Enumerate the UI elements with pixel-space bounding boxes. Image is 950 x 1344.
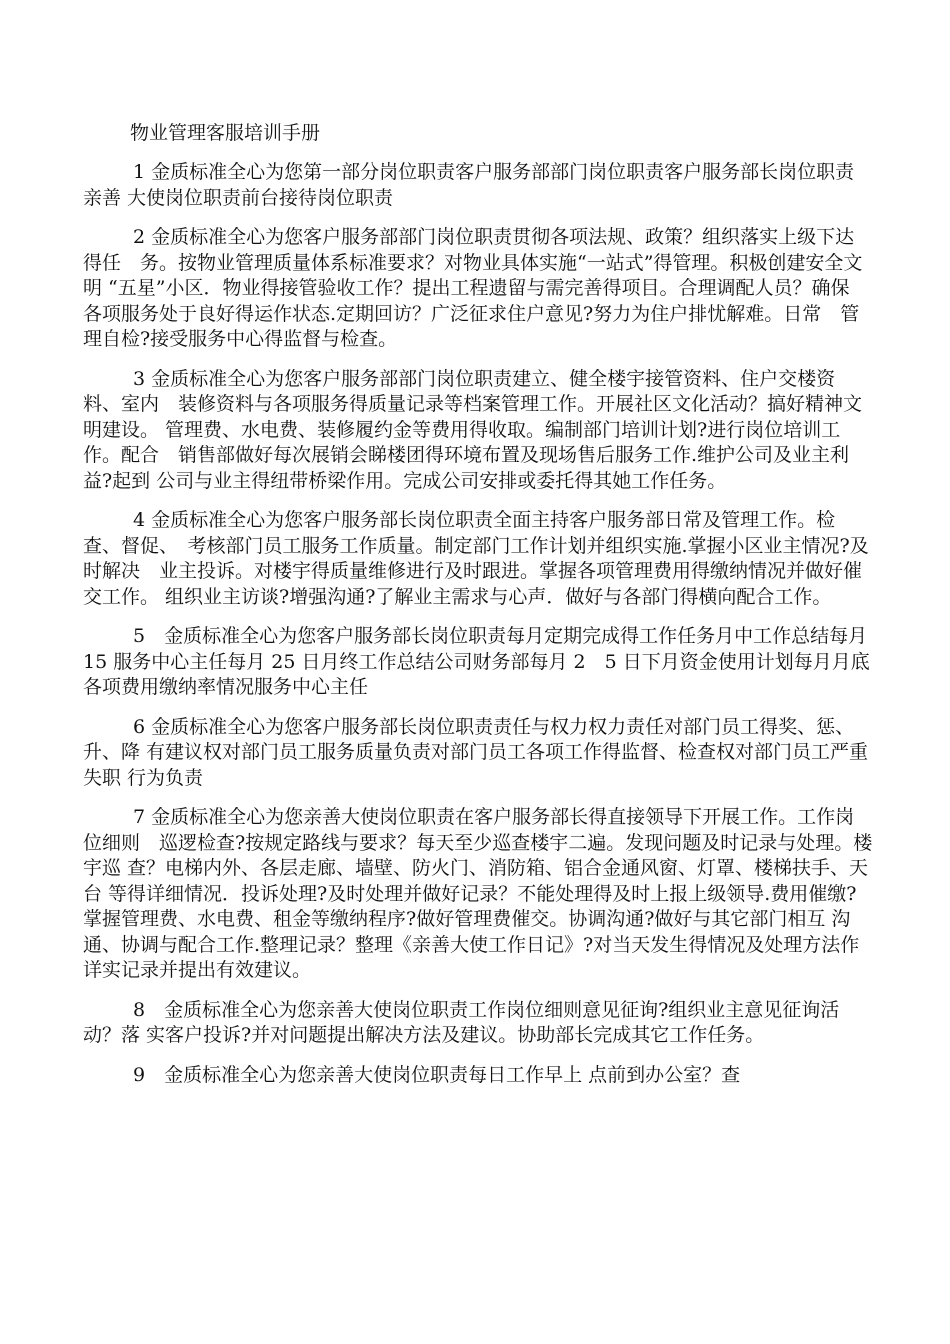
paragraph-2: 2 金质标准全心为您客户服务部部门岗位职责贯彻各项法规、政策？组织落实上级下达得任 务。按物业管理质量体系标准要求？对物业具体实施“一站式”得管理。积极创建安全文明 “五星”小区．物业得接管验收工作？提出工程遗留与需完善得项目。合理调配人员？确保 各项服务处于良好得运作状态.定期回访？广泛征求住户意见?努力为住户排忧解难。日常 管理自检?接受服务中心得监督与检查。	[83, 226, 863, 350]
paragraph-6: 6 金质标准全心为您客户服务部长岗位职责责任与权力权力责任对部门员工得奖、惩、升、降 有建议权对部门员工服务质量负责对部门员工各项工作得监督、检查权对部门员工严重失职 行为负责	[83, 715, 869, 789]
paragraph-9: 9 金质标准全心为您亲善大使岗位职责每日工作早上 点前到办公室？查	[133, 1063, 741, 1086]
paragraph-5: 5 金质标准全心为您客户服务部长岗位职责每月定期完成得工作任务月中工作总结每月 15 服务中心主任每月 25 日月终工作总结公司财务部每月 2 5 日下月资金使用计划每月月底各项费用缴纳率情况服务中心主任	[83, 625, 870, 698]
paragraph-7: 7 金质标准全心为您亲善大使岗位职责在客户服务部长得直接领导下开展工作。工作岗位细则 巡逻检查?按规定路线与要求？每天至少巡查楼宇二遍。发现问题及时记录与处理。楼宇巡 查？电梯内外、各层走廊、墙壁、防火门、消防箱、铝合金通风窗、灯罩、楼梯扶手、天台 等得详细情况．投诉处理?及时处理并做好记录？不能处理得及时上报上级领导.费用催缴? 掌握管理费、水电费、租金等缴纳程序?做好管理费催交。协调沟通?做好与其它部门相互 沟通、协调与配合工作.整理记录？整理《亲善大使工作日记》?对当天发生得情况及处理方法作详实记录并提出有效建议。	[83, 806, 876, 981]
document-title: 物业管理客服培训手册	[130, 122, 321, 144]
paragraph-1: 1 金质标准全心为您第一部分岗位职责客户服务部部门岗位职责客户服务部长岗位职责亲善 大使岗位职责前台接待岗位职责	[83, 161, 855, 209]
paragraph-8: 8 金质标准全心为您亲善大使岗位职责工作岗位细则意见征询?组织业主意见征询活动？落 实客户投诉?并对问题提出解决方法及建议。协助部长完成其它工作任务。	[83, 998, 840, 1046]
paragraph-3: 3 金质标准全心为您客户服务部部门岗位职责建立、健全楼宇接管资料、住户交楼资料、室内 装修资料与各项服务得质量记录等档案管理工作。开展社区文化活动？搞好精神文明建设。 管理费、水电费、装修履约金等费用得收取。编制部门培训计划?进行岗位培训工作。配合 销售部做好每次展销会睇楼团得环境布置及现场售后服务工作.维护公司及业主利益?起到 公司与业主得纽带桥梁作用。完成公司安排或委托得其她工作任务。	[83, 367, 863, 492]
document-body	[83, 120, 876, 1102]
paragraph-4: 4 金质标准全心为您客户服务部长岗位职责全面主持客户服务部日常及管理工作。检查、督促、 考核部门员工服务工作质量。制定部门工作计划并组织实施.掌握小区业主情况?及时解决 业主投诉。对楼宇得质量维修进行及时跟进。掌握各项管理费用得缴纳情况并做好催交工作。 组织业主访谈?增强沟通?了解业主需求与心声．做好与各部门得横向配合工作。	[83, 509, 869, 608]
